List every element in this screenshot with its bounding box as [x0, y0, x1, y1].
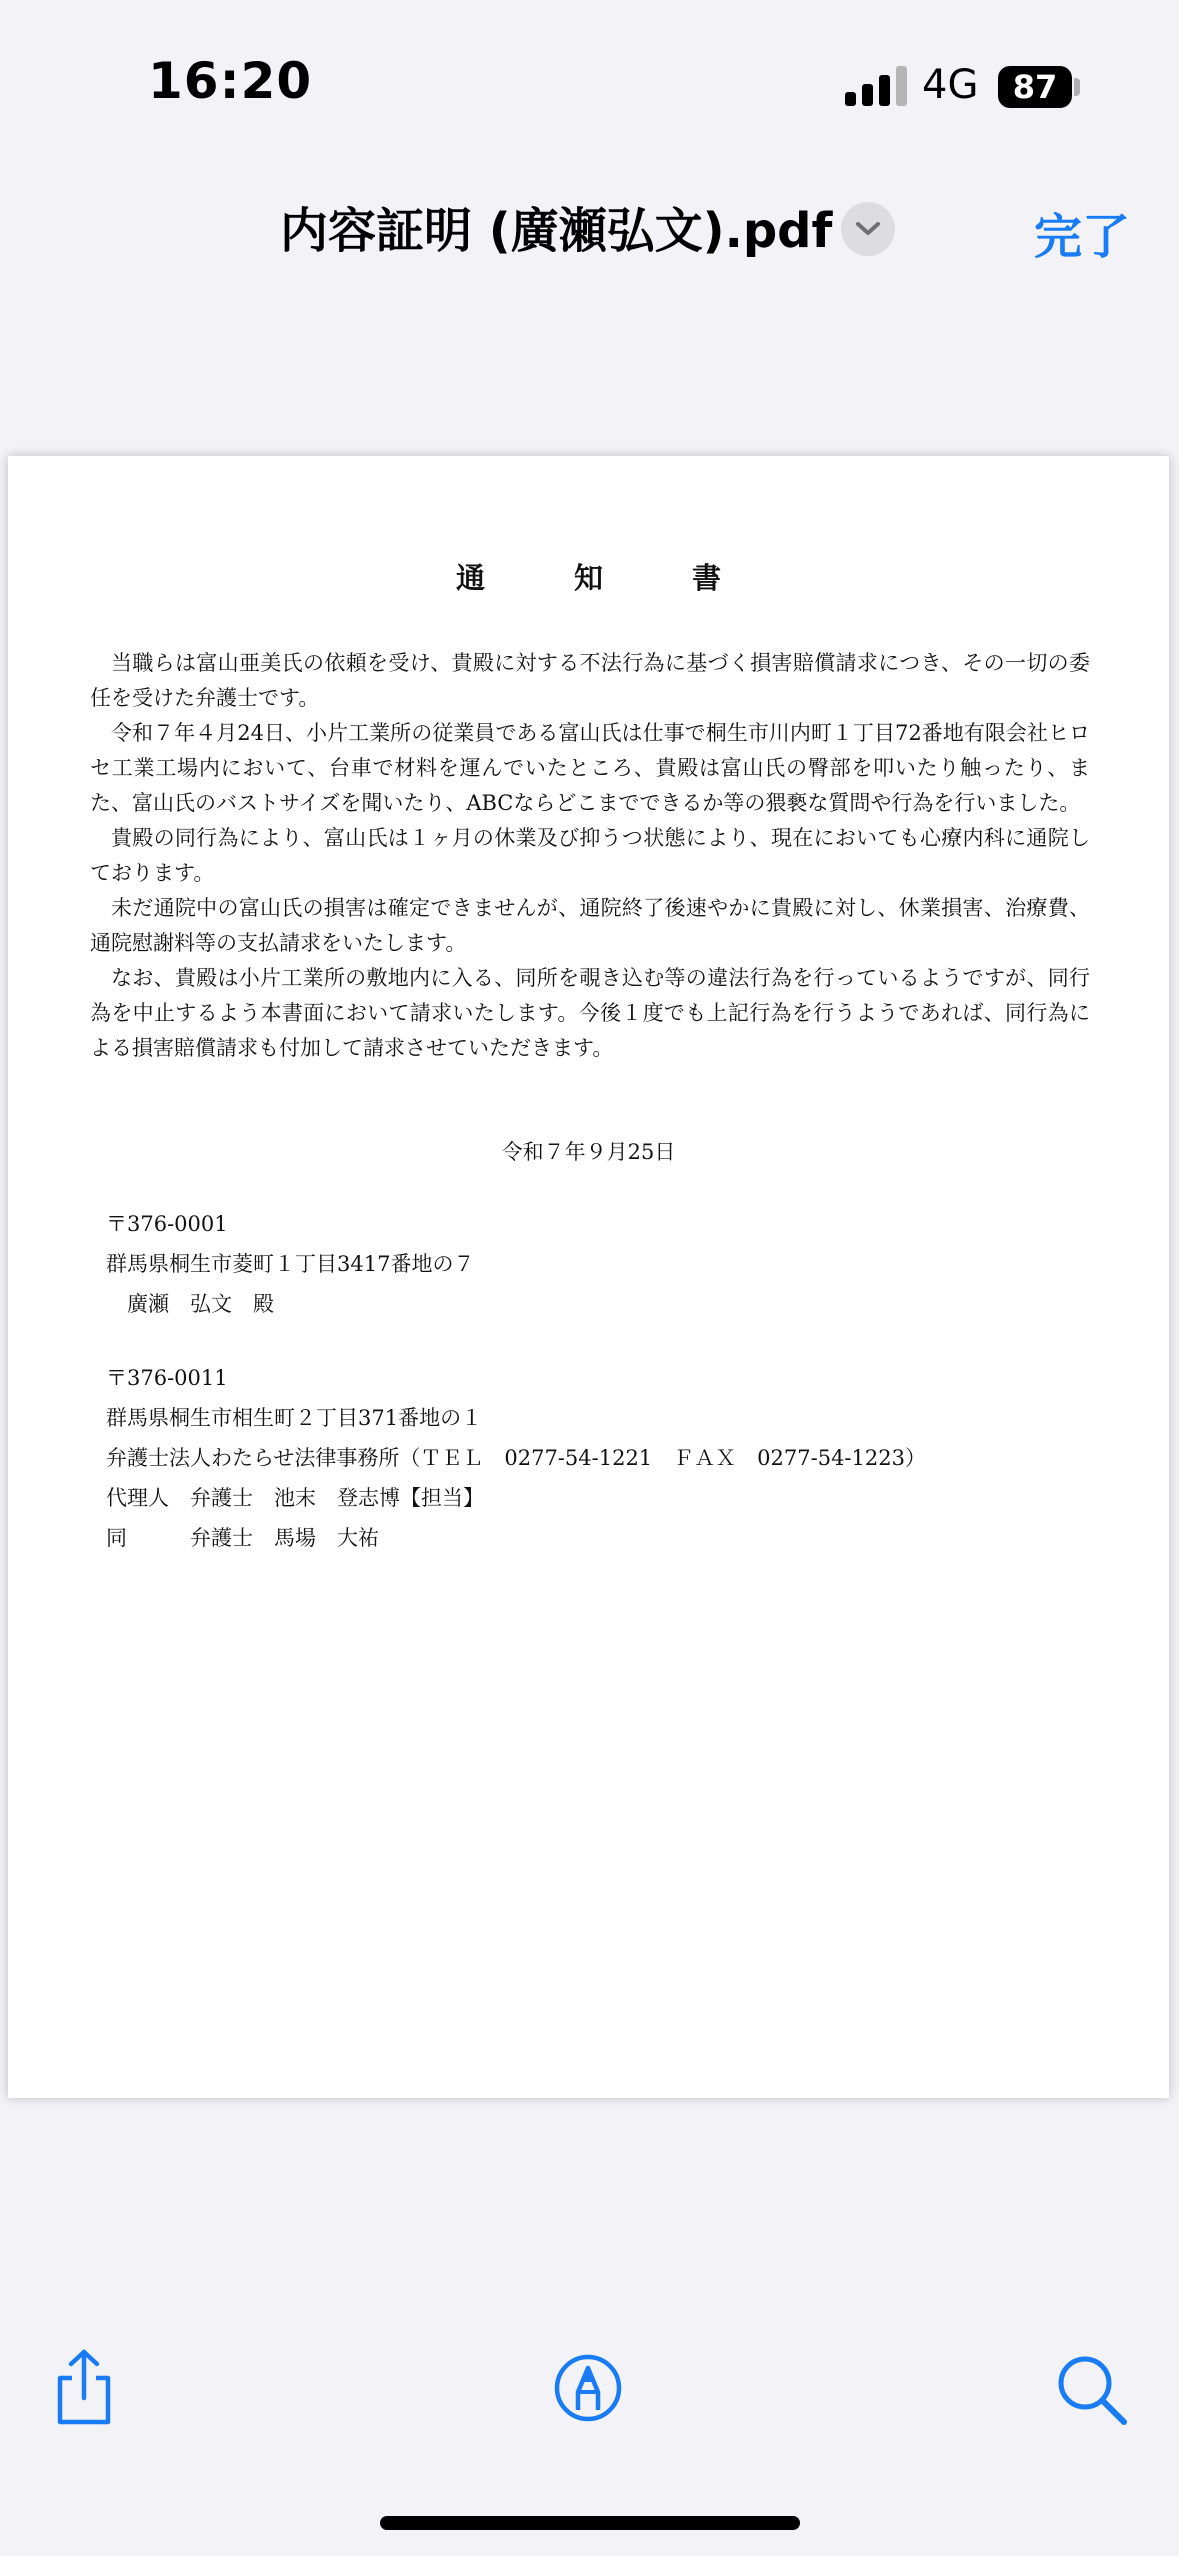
pdf-page[interactable]: [8, 456, 1169, 2098]
body-paragraph: 未だ通院中の富山氏の損害は確定できませんが、通院終了後速やかに貴殿に対し、休業損害、治療費、通院慰謝料等の支払請求をいたします。: [90, 896, 1090, 955]
battery-tip: [1074, 78, 1080, 96]
sender-agent-primary: 代理人 弁護士 池末 登志博【担当】: [106, 1486, 484, 1510]
notice-title: 通 知 書: [455, 561, 751, 595]
home-indicator[interactable]: [380, 2516, 800, 2530]
status-time: 16:20: [148, 52, 313, 110]
share-button[interactable]: [50, 2348, 118, 2428]
recipient-postal: 〒376-0001: [106, 1212, 228, 1236]
body-paragraph: 当職らは富山亜美氏の依頼を受け、貴殿に対する不法行為に基づく損害賠償請求につき、その一切の委任を受けた弁護士です。: [90, 651, 1090, 710]
sender-agent-secondary: 同 弁護士 馬場 大祐: [106, 1526, 379, 1550]
markup-pen-icon: [552, 2352, 624, 2424]
document-date: 令和７年９月25日: [501, 1140, 676, 1164]
search-button[interactable]: [1054, 2352, 1130, 2428]
recipient-address: 群馬県桐生市菱町１丁目3417番地の７: [106, 1252, 475, 1276]
sender-postal: 〒376-0011: [106, 1366, 228, 1390]
cellular-signal-icon: [845, 64, 907, 106]
recipient-name: 廣瀬 弘文 殿: [106, 1292, 274, 1316]
recipient-block: [106, 1204, 474, 1324]
sender-firm: 弁護士法人わたらせ法律事務所（ＴＥＬ 0277-54-1221 ＦＡＸ 0277-54-1223）: [106, 1446, 926, 1470]
notice-body: [90, 646, 1090, 1066]
battery-level: 87: [1012, 68, 1058, 106]
battery-icon: [998, 66, 1072, 108]
done-button[interactable]: 完了: [1034, 209, 1131, 265]
share-icon: [50, 2348, 118, 2428]
body-paragraph: 令和７年４月24日、小片工業所の従業員である富山氏は仕事で桐生市川内町１丁目72番地有限会社ヒロセ工業工場内において、台車で材料を運んでいたところ、貴殿は富山氏の臀部を叩いたり触ったり、また、富山氏のバストサイズを聞いたり、ABCならどこまでできるか等の猥褻な質問や行為を行いました。: [90, 721, 1090, 815]
search-icon: [1054, 2352, 1130, 2428]
network-type: 4G: [922, 62, 979, 108]
markup-button[interactable]: [552, 2352, 624, 2424]
sender-address: 群馬県桐生市相生町２丁目371番地の１: [106, 1406, 483, 1430]
chevron-down-icon[interactable]: [841, 202, 895, 256]
body-paragraph: なお、貴殿は小片工業所の敷地内に入る、同所を覗き込む等の違法行為を行っているようですが、同行為を中止するよう本書面において請求いたします。今後１度でも上記行為を行うようであれば、同行為による損害賠償請求も付加して請求させていただきます。: [90, 966, 1090, 1060]
body-paragraph: 貴殿の同行為により、富山氏は１ヶ月の休業及び抑うつ状態により、現在においても心療内科に通院しております。: [90, 826, 1090, 885]
document-title[interactable]: 内容証明 (廣瀬弘文).pdf: [280, 203, 833, 259]
sender-block: [106, 1358, 926, 1558]
